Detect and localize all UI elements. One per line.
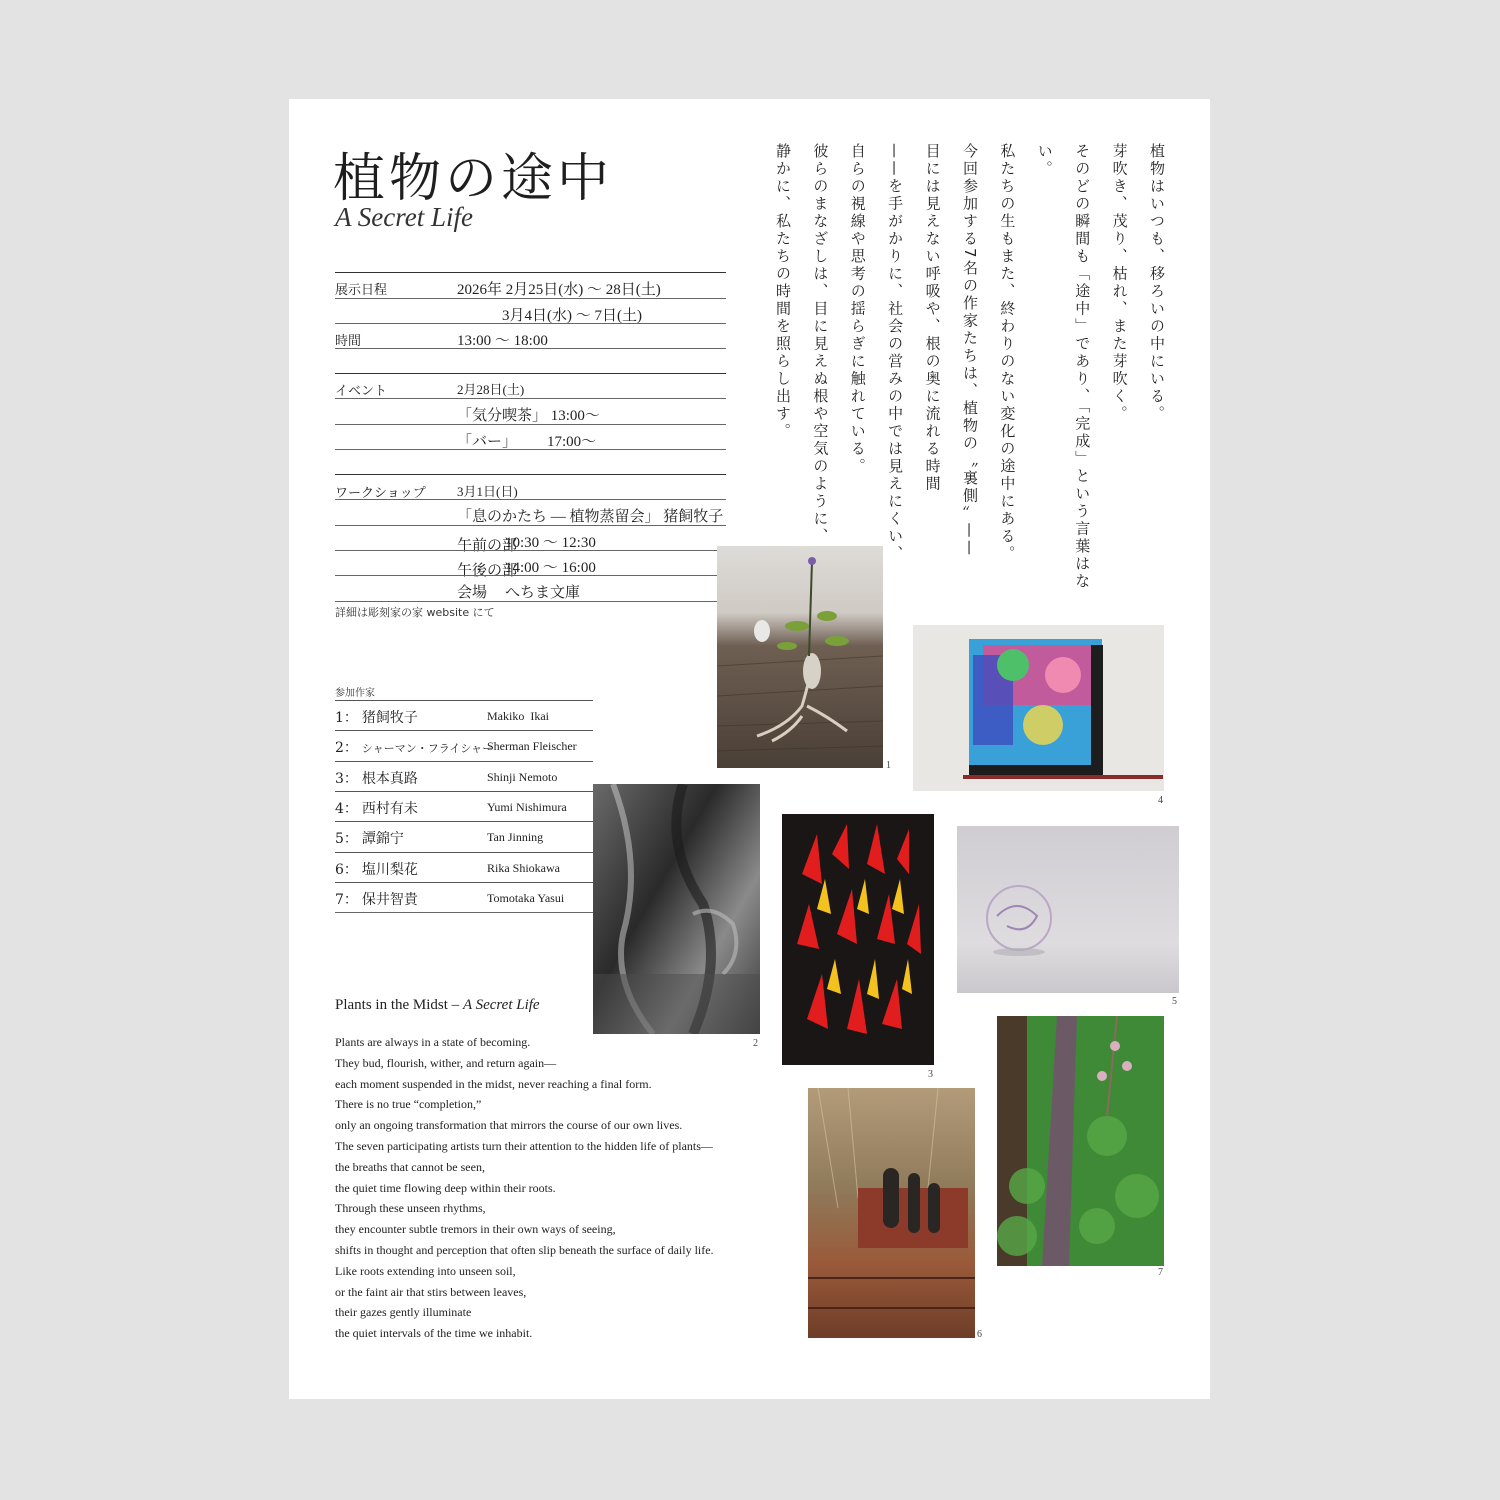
divider — [335, 373, 726, 374]
plant-illustration — [717, 546, 883, 768]
time-value: 13:00 〜 18:00 — [457, 333, 548, 349]
artist-row — [335, 882, 593, 913]
artist-label — [335, 737, 493, 757]
artist-number: 4： — [335, 800, 358, 817]
english-title — [335, 997, 540, 1014]
dates-line-2: 3月4日(水) 〜 7日(土) — [502, 308, 642, 324]
artist-name-en: Tan Jinning — [487, 830, 544, 845]
artist-label — [335, 828, 404, 848]
event-cafe: 「気分喫茶」 13:00〜 — [457, 408, 600, 424]
photo-number-4: 4 — [1158, 795, 1163, 806]
venue-value: へちま文庫 — [505, 585, 581, 601]
photo-glass-sphere — [957, 826, 1179, 993]
artist-number: 6： — [335, 861, 358, 878]
divider — [335, 550, 726, 551]
artists-heading: 参加作家 — [335, 688, 375, 699]
artist-row — [335, 730, 593, 761]
divider — [335, 575, 726, 576]
artist-name-ja: 西村有未 — [361, 800, 418, 817]
divider — [335, 499, 726, 500]
dates-label: 展示日程 — [335, 283, 388, 298]
japanese-line: 目には見えない呼吸や、根の奥に流れる時間 — [923, 143, 942, 493]
statement-line: each moment suspended in the midst, never reaching a final form. — [335, 1076, 652, 1091]
photo-plant-root — [717, 546, 883, 768]
statement-line: The seven participating artists turn their attention to the hidden life of plants— — [335, 1138, 713, 1153]
japanese-line: 彼らのまなざしは、目に見えぬ根や空気のように、 — [811, 143, 830, 546]
photo-number-3: 3 — [928, 1069, 933, 1080]
artist-name-ja: 猪飼牧子 — [361, 710, 418, 726]
statement-line: only an ongoing transformation that mirrors the course of our own lives. — [335, 1118, 683, 1133]
statement-line: shifts in thought and perception that often slip beneath the surface of daily life. — [335, 1242, 714, 1257]
english-title-main: Plants in the Midst – — [335, 997, 463, 1013]
artist-name-ja: 譚錦宁 — [361, 831, 404, 848]
artist-row — [335, 852, 593, 883]
sculpture-illustration — [808, 1088, 975, 1338]
artist-name-ja: 保井智貴 — [361, 891, 418, 908]
artist-number: 3： — [335, 770, 358, 787]
event-label: イベント — [335, 384, 388, 399]
statement-line: or the faint air that stirs between leaves, — [335, 1284, 527, 1299]
divider — [335, 912, 593, 913]
english-statement — [335, 1032, 714, 1344]
photo-number-6: 6 — [977, 1329, 982, 1340]
title-japanese: 植物の途中 — [333, 149, 614, 209]
time-label: 時間 — [335, 334, 362, 349]
pm-label: 午後の部 — [457, 563, 518, 579]
photo-number-5: 5 — [1172, 996, 1177, 1007]
divider — [335, 272, 726, 273]
statement-line: their gazes gently illuminate — [335, 1305, 472, 1320]
japanese-line: 私たちの生もまた、終わりのない変化の途中にある。 — [998, 143, 1017, 563]
glass-illustration — [957, 826, 1179, 993]
statement-line: the quiet time flowing deep within their roots. — [335, 1180, 556, 1195]
artist-name-en: Shinji Nemoto — [487, 769, 558, 784]
am-time: 10:30 〜 12:30 — [505, 535, 596, 551]
artist-name-ja: 根本真路 — [361, 770, 418, 787]
photo-painting — [913, 625, 1164, 791]
artist-label — [335, 798, 418, 818]
photo-garden-path — [997, 1016, 1164, 1266]
artist-name-en: Sherman Fleischer — [487, 739, 577, 754]
event-bar: 「バー」 17:00〜 — [457, 434, 597, 450]
artist-row — [335, 700, 593, 731]
painting-illustration — [913, 625, 1164, 791]
statement-line: Plants are always in a state of becoming. — [335, 1035, 531, 1049]
workshop-label: ワークショップ — [335, 486, 426, 501]
photo-number-1: 1 — [886, 760, 891, 771]
artist-name-ja: 塩川梨花 — [361, 861, 418, 878]
divider — [335, 398, 726, 399]
japanese-line: 自らの視線や思考の揺らぎに触れている。 — [848, 143, 867, 476]
photo-number-2: 2 — [753, 1038, 758, 1049]
artist-name-en: Rika Shiokawa — [487, 860, 560, 875]
details-note: 詳細は彫刻家の家 website にて — [335, 606, 495, 619]
dates-line-1: 2026年 2月25日(水) 〜 28日(土) — [457, 282, 661, 298]
title-english: A Secret Life — [335, 202, 473, 232]
japanese-line: そのどの瞬間も「途中」であり、「完成」という言葉はない。 — [1035, 143, 1092, 591]
am-label: 午前の部 — [457, 538, 518, 554]
english-title-italic: A Secret Life — [462, 997, 540, 1013]
photo-tree-bark — [593, 784, 760, 1034]
workshop-date: 3月1日(日) — [457, 484, 518, 499]
artist-label — [335, 859, 418, 879]
photo-flames — [782, 814, 934, 1065]
artist-label — [335, 707, 418, 727]
artist-number: 7： — [335, 891, 358, 908]
artist-name-en: Makiko Ikai — [487, 709, 549, 723]
divider — [335, 323, 726, 324]
japanese-line: 芽吹き、茂り、枯れ、また芽吹く。 — [1110, 143, 1129, 423]
statement-line: they encounter subtle tremors in their own ways of seeing, — [335, 1222, 616, 1237]
artist-name-en: Tomotaka Yasui — [487, 890, 565, 905]
venue-label: 会場 — [457, 585, 488, 601]
artist-number: 2： — [335, 740, 358, 757]
statement-line: There is no true “completion,” — [335, 1097, 482, 1112]
japanese-line: 静かに、私たちの時間を照らし出す。 — [773, 143, 792, 441]
photo-number-7: 7 — [1158, 1267, 1163, 1278]
divider — [335, 474, 726, 475]
artist-number: 5： — [335, 831, 358, 848]
pm-time: 14:00 〜 16:00 — [505, 560, 596, 576]
divider — [335, 449, 726, 450]
statement-line: the quiet intervals of the time we inhabit. — [335, 1326, 533, 1341]
divider — [335, 601, 726, 602]
bark-illustration — [593, 784, 760, 1034]
japanese-line: 今回参加する7名の作家たちは、植物の〝裏側〟—— — [960, 143, 979, 558]
artist-name-ja: シャーマン・フライシャー — [361, 742, 494, 756]
statement-line: They bud, flourish, wither, and return again— — [335, 1055, 557, 1070]
divider — [335, 424, 726, 425]
event-date: 2月28日(土) — [457, 382, 525, 397]
statement-line: Through these unseen rhythms, — [335, 1201, 486, 1216]
artist-row — [335, 821, 593, 852]
artist-label — [335, 768, 418, 788]
statement-line: the breaths that cannot be seen, — [335, 1159, 485, 1174]
artist-row — [335, 791, 593, 822]
artist-row — [335, 761, 593, 792]
artist-name-en: Yumi Nishimura — [487, 799, 567, 814]
divider — [335, 525, 726, 526]
garden-illustration — [997, 1016, 1164, 1266]
japanese-statement — [773, 143, 1175, 603]
workshop-title: 「息のかたち — 植物蒸留会」 猪飼牧子 — [457, 509, 724, 525]
divider — [335, 348, 726, 349]
flames-illustration — [782, 814, 934, 1065]
photo-sculpture-brick — [808, 1088, 975, 1338]
divider — [335, 298, 726, 299]
japanese-line: ——を手がかりに、社会の営みの中では見えにくい、 — [886, 143, 905, 563]
japanese-line: 植物はいつも、移ろいの中にいる。 — [1148, 143, 1166, 423]
artist-label — [335, 889, 418, 909]
statement-line: Like roots extending into unseen soil, — [335, 1263, 516, 1278]
artist-number: 1： — [335, 710, 358, 726]
